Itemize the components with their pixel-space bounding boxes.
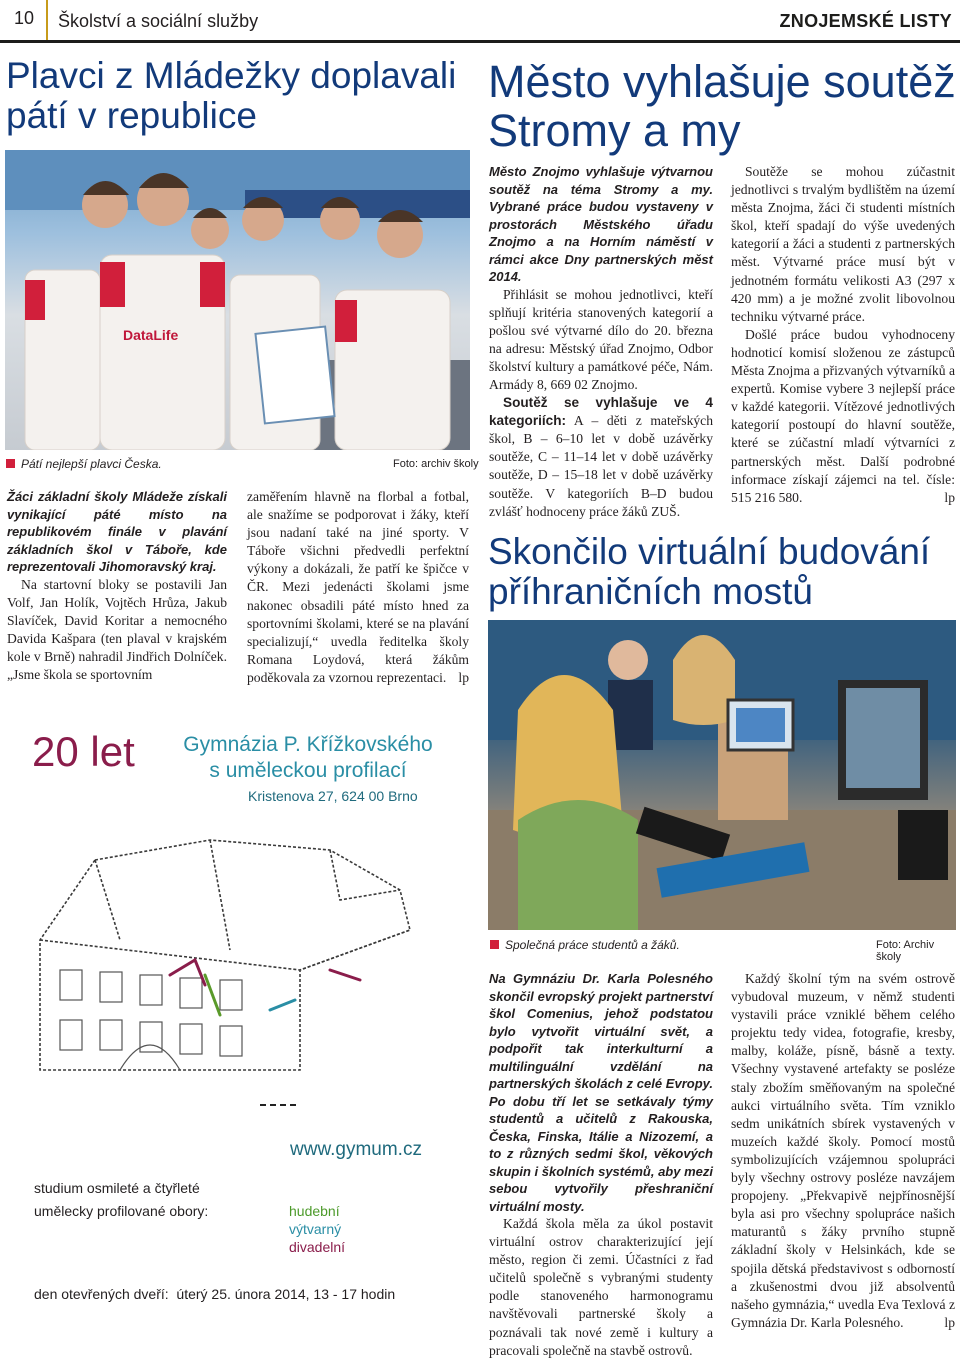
bridges-caption-text: Společná práce studentů a žáků. [505, 938, 680, 952]
swim-body-1: Na startovní bloky se postavili Jan Volf, Jan Holík, Vojtěch Hrůza, Jakub Slavíček, David Koritar a nemocného Davida Kašpara (ten plaval v krajském kole v Brně) nahradil Jindřich Dolníček. „Jsme škola se sportovním [7, 576, 227, 682]
caption-marker-icon [6, 459, 15, 468]
ad-study-line2: umělecky profilované obory: [34, 1203, 209, 1219]
header-rule [0, 40, 960, 43]
contest-paragraph-4-text: Došlé práce budou vyhodnoceny hodnoticí komisí složenou ze zástupců Města Znojma a přizvaných výtvarníků a expertů. Komise vybere 3 nejlepší práce v každé kategorii. Vítězové jednotlivých kategorií postoupí do hlavní soutěže, které se zúčastní mladí výtvarníci z partnerských měst. Další podrobné informace získají zájemci na tel. čísle: 515 216 580. [731, 326, 955, 505]
ad-school-name-line2: s uměleckou profilací [209, 759, 407, 782]
ad-open-day-label: den otevřených dveří: [34, 1286, 169, 1302]
ad-address: Kristenova 27, 624 00 Brno [248, 788, 418, 804]
bridges-lead: Na Gymnáziu Dr. Karla Polesného skončil evropský projekt partnerství škol Comenius, jehož podstatou bylo vytvořit virtuální svět, a podpořit tak interkulturní a multilinguální vzdělání na partnerských školách z celé Evropy. Po dobu tří let se setkávaly týmy studentů a učitelů z Rakouska, Česka, Finska, Itálie a Nizozemí, a to z různých sedmi škol, věkových skupin i školních systémů, aby mezi sebou vytvořily přeshraniční virtuální mosty. [489, 971, 713, 1214]
ad-building-sketch [0, 820, 470, 1145]
swim-body-2 [247, 488, 469, 687]
contest-headline: Město vyhlašuje soutěž Stromy a my [488, 56, 956, 156]
contest-column-2 [731, 163, 955, 507]
caption-marker-icon [490, 940, 499, 949]
contest-lead: Město Znojmo vyhlašuje výtvarnou soutěž na téma Stromy a my. Vybrané práce budou vystaveny v prostorách Městského úřadu Znojmo a na Horním náměstí v rámci akce Dny partnerských měst 2014. [489, 164, 713, 284]
ad-school-name [168, 732, 448, 784]
contest-categories-heading: Soutěž se vyhlašuje ve 4 kategoriích: [489, 395, 713, 429]
bridges-signature: lp [944, 1314, 955, 1330]
swim-lead: Žáci základní školy Mládeže získali vynikající páté místo na republikovém finále v plavání základních škol v Táboře, kde reprezentovali Jihomoravský kraj. [7, 489, 227, 574]
ad-study-info [34, 1177, 274, 1223]
swim-body-2-text: zaměřením hlavně na florbal a fotbal, ale snažíme se podporovat i žáky, kteří jsou nadaní také na jiné sporty. V Táboře všichni předvedli perfektní výkony a dokázali, že patří ke špičce v ČR. Mezi jedenácti školami jsme nakonec obsadili páté místo hned za sportovními školami, které se na plavání specializují,“ uvedla ředitelka školy Romana Loydová, která žákům poděkovala za vzornou reprezentaci. [247, 489, 469, 685]
ad-school-name-line1: Gymnázia P. Křížkovského [183, 733, 433, 756]
swim-photo-illustration [5, 150, 470, 450]
ad-fields-list [289, 1202, 345, 1256]
bridges-photo [488, 620, 956, 930]
newspaper-name: ZNOJEMSKÉ LISTY [779, 11, 952, 31]
contest-paragraph-4 [731, 326, 955, 507]
swim-column-1 [7, 488, 227, 684]
svg-text:DataLife: DataLife [123, 327, 179, 343]
swim-photo-caption [6, 457, 162, 471]
contest-column-1 [489, 163, 713, 521]
ad-anniversary: 20 let [32, 728, 135, 775]
ad-study-line1: studium osmileté a čtyřleté [34, 1180, 200, 1196]
ad-open-day-value: úterý 25. února 2014, 13 - 17 hodin [176, 1286, 396, 1302]
ad-open-day [34, 1286, 395, 1302]
ad-website-link[interactable]: www.gymum.cz [290, 1139, 422, 1160]
ad-field-drama: divadelní [289, 1239, 346, 1255]
bridges-photo-credit: Foto: Archiv školy [876, 939, 935, 963]
contest-paragraph-1: Přihlásit se mohou jednotlivci, kteří splňují kritéria stanovených kategorií a pošlou své výtvarné dílo do 20. března na adresu: Městský úřad Znojmo, Odbor školství kultury a památkové péče, Nám. Armády 8, 669 02 Znojmo. [489, 286, 713, 392]
header-divider [46, 0, 48, 40]
swim-headline: Plavci z Mládežky doplavali pátí v republice [6, 55, 457, 136]
ad-field-art: výtvarný [289, 1221, 342, 1237]
building-sketch-icon [0, 820, 470, 1140]
bridges-photo-illustration [488, 620, 956, 930]
contest-paragraph-2 [489, 394, 713, 521]
page-number: 10 [14, 8, 35, 28]
contest-paragraph-3: Soutěže se mohou zúčastnit jednotlivci s trvalým bydlištěm na území města Znojma, žáci či studenti místních škol, kteří spadají do výše uvedených kategorií a žáci a studenti z partnerských měst. Výtvarné práce musí být v jednotném formátu velikosti A3 (297 x 420 mm) a je možné zvolit libovolnou techniku výtvarné práce. [731, 164, 955, 324]
bridges-column-2 [731, 970, 955, 1332]
contest-categories-text: A – děti z mateřských škol, B – 6–10 let v době uzávěrky soutěže, C – 11–14 let v době uzávěrky soutěže, D – 15–18 let v době uzávěrky soutěže. V kategoriích B–D budou zvlášť hodnoceny práce žáků ZUŠ. [489, 413, 713, 519]
contest-signature: lp [944, 489, 955, 505]
section-title: Školství a sociální služby [58, 11, 259, 31]
bridges-paragraph-2 [731, 970, 955, 1332]
swim-photo [5, 150, 470, 450]
ad-field-music: hudební [289, 1203, 340, 1219]
swim-column-2 [247, 488, 469, 687]
swim-signature: lp [458, 669, 469, 685]
bridges-column-1 [489, 970, 713, 1360]
bridges-paragraph-2-text: Každý školní tým na svém ostrově vybudoval muzeum, v němž studenti vystavili práce vzniklé během celého projektu tedy videa, fotografie, kresby, malby, koláže, písně, básně a texty. Všechny vystavené artefakty se posléze staly zbožím směňovaným na společné aukci virtuálního světa. Tím vzniklo sedm unikátních sbírek vystavených v muzeích každé školy. Pomocí mostů symbolizujících vzájemnou spolupráci byly všechny ostrovy posléze navzájem propojeny. „Překvapivě nejpřínosnější byla asi pro všechny spolupráce našich maturantů s žáky prvního stupně základní školy v Helsinkách, kde se spojila dětská představivost s odborností a zkušenostmi dvou již absolventů našeho gymnázia,“ uvedla Eva Texlová z Gymnázia Dr. Karla Polesného. [731, 971, 955, 1330]
bridges-headline: Skončilo virtuální budování příhraničních mostů [488, 531, 931, 612]
swim-caption-text: Pátí nejlepší plavci Česka. [21, 457, 162, 471]
bridges-paragraph-1: Každá škola měla za úkol postavit virtuální ostrov charakterizující její město, region či zemi. Účastníci z řad učitelů společně s vybranými studenty podle stanoveného harmonogramu navštěvovali partnerské školy a poznávali tak nové země i kultury a pracovali společně na stavbě ostrovů. [489, 1216, 713, 1358]
bridges-photo-caption [490, 938, 680, 952]
swim-photo-credit: Foto: archiv školy [393, 458, 479, 470]
